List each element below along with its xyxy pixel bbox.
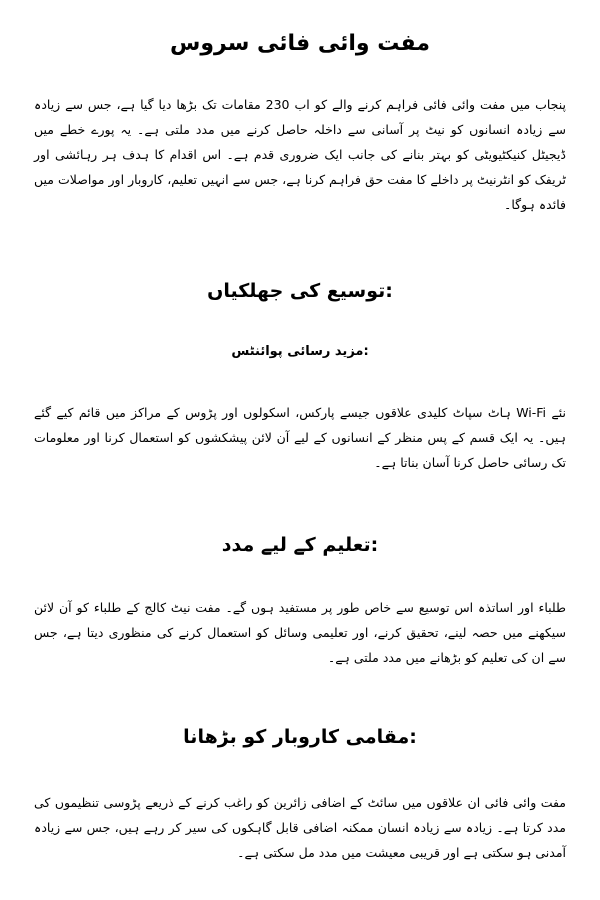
intro-paragraph: پنجاب میں مفت وائی فائی فراہم کرنے والے کو اب 230 مقامات تک بڑھا دیا گیا ہے، جس سے زیادہ سے زیادہ انسانوں کو نیٹ پر آسانی سے داخلہ حاصل کرنے میں مدد ملتی ہے۔ یہ پورے خطے میں ڈیجیٹل کنیکٹیویٹی کو بہتر بنانے کی جانب ایک ضروری قدم ہے۔ اس اقدام کا ہدف ہر رہائشی اور ٹریفک کو انٹرنیٹ پر داخلے کا مفت حق فراہم کرنا ہے، جس سے انہیں تعلیم، کاروبار اور مواصلات میں فائدہ ہوگا۔ (34, 97, 566, 212)
section-body-education: طلباء اور اساتذہ اس توسیع سے خاص طور پر مستفید ہوں گے۔ مفت نیٹ کالج کے طلباء کو آن لائن سیکھنے میں حصہ لینے، تحقیق کرنے، اور تعلیمی وسائل کو استعمال کرنے کی منظوری دیتا ہے، جس سے ان کی تعلیم کو بڑھانے میں مدد ملتی ہے۔ (34, 600, 566, 665)
section-body-expansion: نئے Wi-Fi ہاٹ سپاٹ کلیدی علاقوں جیسے پارکس، اسکولوں اور پڑوس کے مراکز میں قائم کیے گئے ہیں۔ یہ ایک قسم کے پس منظر کے انسانوں کے لیے آن لائن پیشکشوں کو استعمال کرنا اور معلومات تک رسائی حاصل کرنا آسان بناتا ہے۔ (34, 405, 566, 470)
section-heading-business: مقامی کاروبار کو بڑھانا: (183, 726, 417, 748)
section-heading-expansion: توسیع کی جھلکیاں: (207, 280, 393, 302)
section-subheading-access-points: مزید رسائی پوائنٹس: (231, 344, 369, 359)
section-heading-education: تعلیم کے لیے مدد: (221, 534, 379, 556)
page-title: مفت وائی فائی سروس (170, 31, 430, 56)
section-body-business: مفت وائی فائی ان علاقوں میں سائٹ کے اضافی زائرین کو راغب کرنے کے ذریعے پڑوسی تنظیموں کی مدد کرتا ہے۔ زیادہ سے زیادہ انسان ممکنہ اضافی قابل گاہکوں کی سیر کر رہے ہیں، جس سے زیادہ آمدنی ہو سکتی ہے اور قریبی معیشت میں مدد مل سکتی ہے۔ (34, 795, 566, 860)
